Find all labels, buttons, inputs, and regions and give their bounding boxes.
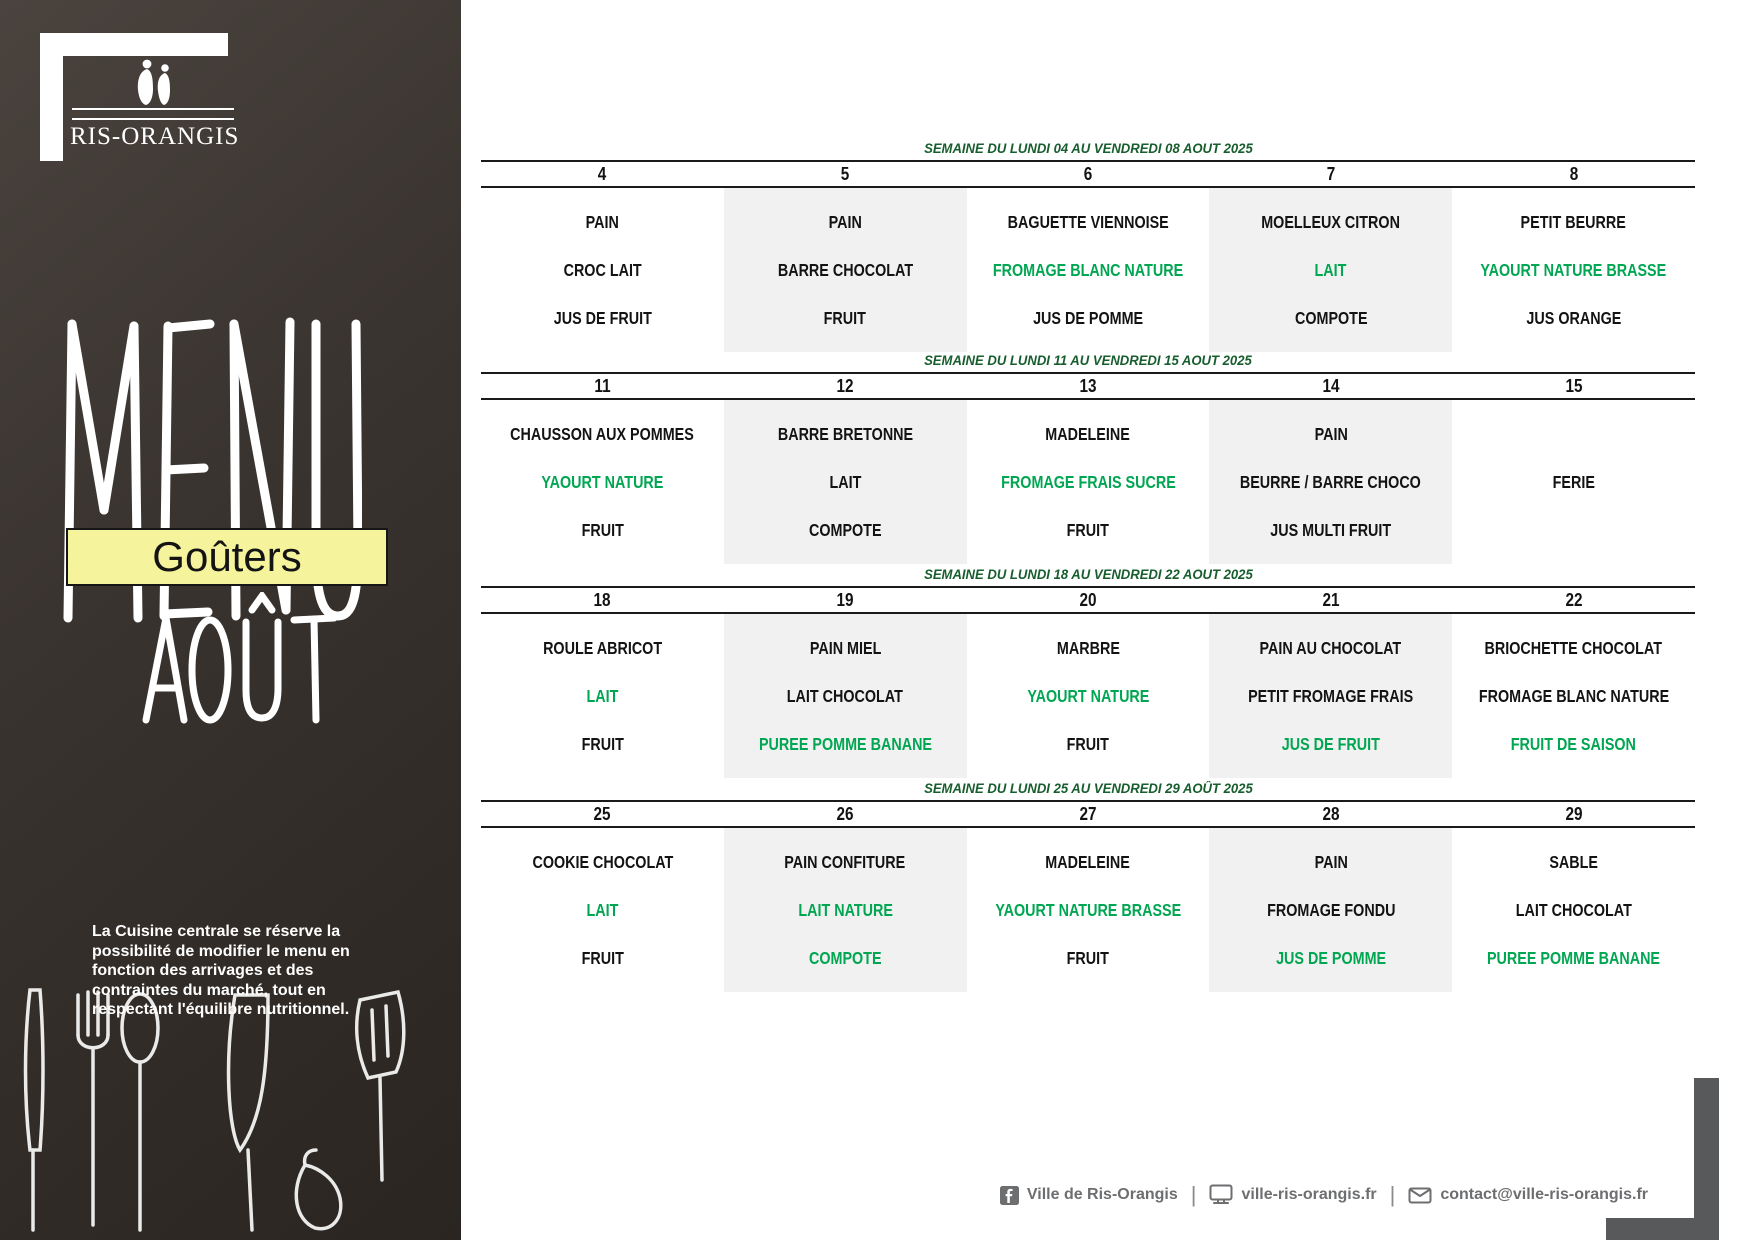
menu-item bbox=[1452, 410, 1695, 458]
month-title-chalk bbox=[138, 592, 338, 727]
day-number: 15 bbox=[1565, 375, 1583, 396]
week-header: SEMAINE DU LUNDI 18 AU VENDREDI 22 AOUT 2025 bbox=[923, 567, 1253, 582]
logo-text: RIS-ORANGIS bbox=[70, 123, 240, 150]
cutlery-illustration bbox=[0, 980, 430, 1240]
items-grid bbox=[481, 828, 1695, 992]
day-column bbox=[481, 188, 724, 352]
day-column bbox=[1452, 188, 1695, 352]
menu-item: BARRE CHOCOLAT bbox=[777, 259, 913, 280]
day-column bbox=[967, 400, 1210, 564]
day-number: 25 bbox=[593, 803, 611, 824]
days-row bbox=[481, 588, 1695, 612]
menu-item: BARRE BRETONNE bbox=[777, 423, 913, 444]
days-row bbox=[481, 802, 1695, 826]
menu-item: COOKIE CHOCOLAT bbox=[531, 851, 673, 872]
footer-facebook-label: Ville de Ris-Orangis bbox=[1026, 1186, 1178, 1203]
menu-item: YAOURT NATURE bbox=[541, 471, 664, 492]
menu-item: CHAUSSON AUX POMMES bbox=[510, 423, 695, 444]
menu-item: FRUIT bbox=[1066, 519, 1110, 540]
day-column bbox=[724, 828, 967, 992]
day-number: 4 bbox=[598, 163, 607, 184]
day-number: 12 bbox=[836, 375, 854, 396]
footer-website bbox=[1209, 1184, 1376, 1206]
day-number: 19 bbox=[836, 589, 854, 610]
menu-item: PAIN CONFITURE bbox=[784, 851, 906, 872]
menu-item: MOELLEUX CITRON bbox=[1261, 211, 1401, 232]
day-column bbox=[724, 614, 967, 778]
menu-item: JUS DE FRUIT bbox=[1281, 733, 1380, 754]
sidebar bbox=[0, 0, 461, 1240]
menu-item: COMPOTE bbox=[808, 947, 882, 968]
menu-item: JUS DE POMME bbox=[1275, 947, 1386, 968]
menu-item: JUS MULTI FRUIT bbox=[1270, 519, 1392, 540]
menu-item: PAIN AU CHOCOLAT bbox=[1259, 637, 1402, 658]
day-number: 21 bbox=[1322, 589, 1340, 610]
logo-divider bbox=[72, 108, 234, 120]
city-logo bbox=[70, 58, 240, 151]
menu-item: JUS DE POMME bbox=[1032, 307, 1144, 328]
facebook-icon bbox=[1000, 1186, 1019, 1205]
menu-item: FERIE bbox=[1552, 471, 1595, 492]
footer-facebook bbox=[1000, 1186, 1178, 1205]
day-column bbox=[1209, 188, 1452, 352]
menu-item: LAIT bbox=[1314, 259, 1347, 280]
day-number: 20 bbox=[1079, 589, 1097, 610]
footer-website-label: ville-ris-orangis.fr bbox=[1241, 1186, 1377, 1203]
menu-item: MADELEINE bbox=[1045, 851, 1131, 872]
monitor-icon bbox=[1209, 1184, 1233, 1206]
day-number: 14 bbox=[1322, 375, 1340, 396]
week-block-4 bbox=[481, 780, 1695, 992]
menu-item: FROMAGE BLANC NATURE bbox=[992, 259, 1184, 280]
day-number: 22 bbox=[1565, 589, 1583, 610]
menu-item: LAIT CHOCOLAT bbox=[787, 685, 904, 706]
menu-item: FROMAGE FRAIS SUCRE bbox=[1000, 471, 1176, 492]
disclaimer-text: La Cuisine centrale se réserve la possibilité de modifier le menu en fonction des arrivages et des contraintes du marché, tout en respectant l'équilibre nutritionnel. bbox=[92, 923, 350, 1019]
footer-separator: | bbox=[1190, 1182, 1197, 1207]
menu-item: FRUIT bbox=[1066, 733, 1110, 754]
menu-item: YAOURT NATURE BRASSE bbox=[1480, 259, 1667, 280]
gouters-badge-label: Goûters bbox=[152, 533, 302, 580]
menu-item: LAIT bbox=[586, 899, 619, 920]
day-column bbox=[967, 614, 1210, 778]
day-column bbox=[1209, 400, 1452, 564]
menu-item: PAIN bbox=[585, 211, 620, 232]
menu-item: YAOURT NATURE BRASSE bbox=[995, 899, 1181, 920]
menu-item: PAIN bbox=[828, 211, 862, 232]
day-number: 11 bbox=[594, 375, 611, 396]
footer-email bbox=[1408, 1186, 1648, 1204]
menu-item: LAIT bbox=[829, 471, 862, 492]
menu-item: FRUIT bbox=[581, 733, 624, 754]
day-number: 6 bbox=[1083, 163, 1093, 184]
week-block-2 bbox=[481, 352, 1695, 564]
days-row bbox=[481, 374, 1695, 398]
footer bbox=[1000, 1184, 1648, 1206]
items-grid bbox=[481, 188, 1695, 352]
envelope-icon bbox=[1408, 1187, 1432, 1204]
menu-item: JUS DE FRUIT bbox=[553, 307, 652, 328]
week-block-1 bbox=[481, 140, 1695, 352]
day-column bbox=[1452, 828, 1695, 992]
week-block-3 bbox=[481, 566, 1695, 778]
menu-item: LAIT bbox=[586, 685, 619, 706]
menu-item: LAIT NATURE bbox=[797, 899, 893, 920]
day-number: 8 bbox=[1569, 163, 1578, 184]
menu-item: LAIT CHOCOLAT bbox=[1515, 899, 1632, 920]
people-figures-icon bbox=[123, 58, 183, 110]
menu-item: YAOURT NATURE bbox=[1026, 685, 1149, 706]
menu-item: FRUIT bbox=[824, 307, 867, 328]
menu-item: FRUIT bbox=[581, 947, 624, 968]
day-column bbox=[481, 614, 724, 778]
gouters-badge bbox=[66, 528, 388, 586]
day-column bbox=[967, 188, 1210, 352]
menu-item: MADELEINE bbox=[1045, 423, 1131, 444]
menu-item: PUREE POMME BANANE bbox=[1487, 947, 1661, 968]
day-number: 29 bbox=[1565, 803, 1583, 824]
menu-item: PUREE POMME BANANE bbox=[758, 733, 932, 754]
day-number: 13 bbox=[1079, 375, 1097, 396]
day-column bbox=[1209, 614, 1452, 778]
week-header: SEMAINE DU LUNDI 11 AU VENDREDI 15 AOUT 2025 bbox=[924, 353, 1252, 368]
day-column bbox=[1452, 614, 1695, 778]
menu-item: PETIT BEURRE bbox=[1520, 211, 1627, 232]
menu-item: COMPOTE bbox=[1294, 307, 1368, 328]
items-grid bbox=[481, 400, 1695, 564]
menu-item: SABLE bbox=[1549, 851, 1598, 872]
footer-email-label: contact@ville-ris-orangis.fr bbox=[1440, 1186, 1648, 1203]
day-number: 28 bbox=[1322, 803, 1340, 824]
day-number: 7 bbox=[1326, 163, 1336, 184]
day-number: 26 bbox=[836, 803, 854, 824]
items-grid bbox=[481, 614, 1695, 778]
day-column bbox=[481, 828, 724, 992]
week-header: SEMAINE DU LUNDI 04 AU VENDREDI 08 AOUT 2025 bbox=[923, 141, 1253, 156]
day-column bbox=[967, 828, 1210, 992]
menu-item: MARBRE bbox=[1056, 637, 1120, 658]
day-number: 5 bbox=[840, 163, 850, 184]
menu-item: FROMAGE FONDU bbox=[1266, 899, 1395, 920]
day-column bbox=[481, 400, 724, 564]
menu-item: PAIN bbox=[1314, 423, 1348, 444]
menu-item bbox=[1452, 506, 1695, 554]
day-number: 18 bbox=[593, 589, 611, 610]
week-header: SEMAINE DU LUNDI 25 AU VENDREDI 29 AOÛT 2025 bbox=[923, 781, 1253, 796]
menu-item: FRUIT bbox=[1066, 947, 1110, 968]
day-column bbox=[724, 400, 967, 564]
day-number: 27 bbox=[1079, 803, 1097, 824]
menu-item: FRUIT DE SAISON bbox=[1510, 733, 1637, 754]
menu-item: FROMAGE BLANC NATURE bbox=[1478, 685, 1669, 706]
day-column bbox=[1452, 400, 1695, 564]
menu-item: PAIN bbox=[1314, 851, 1348, 872]
menu-item: BAGUETTE VIENNOISE bbox=[1007, 211, 1169, 232]
menu-item: CROC LAIT bbox=[563, 259, 642, 280]
day-column bbox=[724, 188, 967, 352]
menu-item: JUS ORANGE bbox=[1526, 307, 1622, 328]
menu-item: BRIOCHETTE CHOCOLAT bbox=[1484, 637, 1663, 658]
menu-item: FRUIT bbox=[581, 519, 624, 540]
footer-separator: | bbox=[1389, 1182, 1396, 1207]
days-row bbox=[481, 162, 1695, 186]
day-column bbox=[1209, 828, 1452, 992]
menu-item: BEURRE / BARRE CHOCO bbox=[1240, 471, 1422, 492]
menu-item: COMPOTE bbox=[808, 519, 882, 540]
menu-item: PAIN MIEL bbox=[809, 637, 881, 658]
menu-item: PETIT FROMAGE FRAIS bbox=[1248, 685, 1414, 706]
menu-item: ROULE ABRICOT bbox=[542, 637, 662, 658]
